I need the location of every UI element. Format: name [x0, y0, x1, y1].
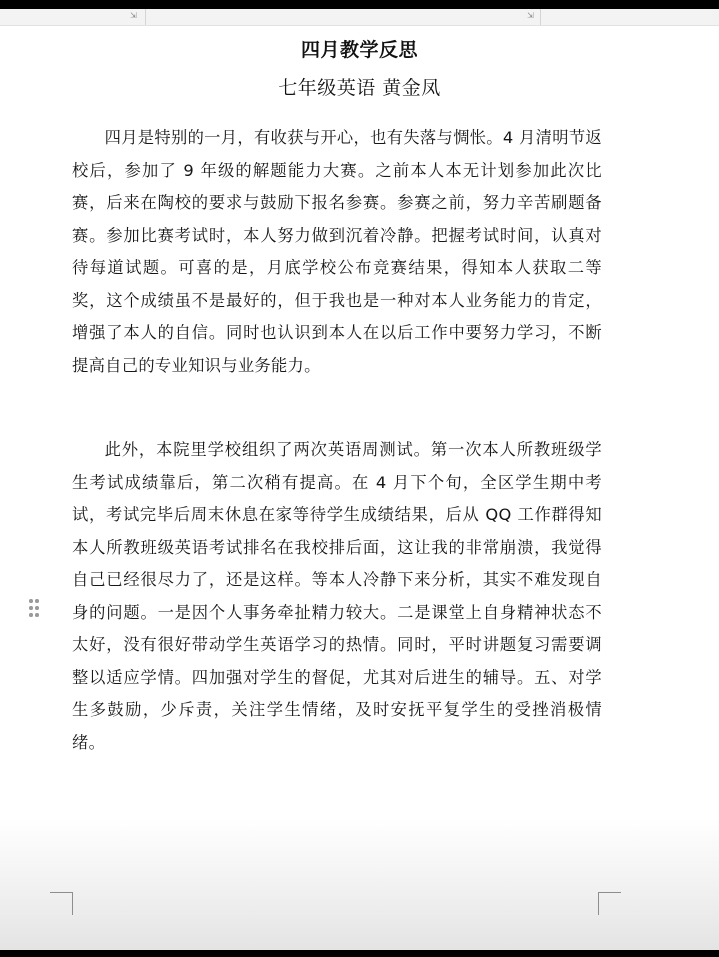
ruler-tab-marker-icon[interactable]: ⇲ [527, 11, 534, 20]
top-frame-bar [0, 0, 719, 9]
drag-handle-dot [35, 606, 39, 610]
ruler-divider [145, 9, 146, 25]
document-page[interactable] [0, 9, 719, 950]
drag-handle-dot [29, 599, 33, 603]
document-title: 四月教学反思 [300, 39, 418, 61]
paragraph: 四月是特别的一月，有收获与开心，也有失落与惆怅。4 月清明节返校后，参加了 9 年级的解题能力大赛。之前本人本无计划参加此次比赛，后来在陶校的要求与鼓励下报名参赛。参赛之前，努力辛苦刷题备赛。参加比赛考试时，本人努力做到沉着冷静。把握考试时间，认真对待每道试题。可喜的是，月底学校公布竞赛结果，得知本人获取二等奖，这个成绩虽不是最好的，但于我也是一种对本人业务能力的肯定，增强了本人的自信。同时也认识到本人在以后工作中要努力学习，不断提高自己的专业知识与业务能力。 [72, 128, 602, 375]
margin-corner-icon [598, 892, 621, 915]
document-subtitle: 七年级英语 黄金凤 [278, 77, 441, 99]
drag-handle-dot [35, 599, 39, 603]
drag-handle-dot [29, 613, 33, 617]
paragraph: 此外，本院里学校组织了两次英语周测试。第一次本人所教班级学生考试成绩靠后，第二次稍有提高。在 4 月下个旬，全区学生期中考试，考试完毕后周末休息在家等待学生成绩结果，后从 QQ 工作群得知本人所教班级英语考试排名在我校排后面，这让我的非常崩溃，我觉得自己已经很尽力了，还是这样。等本人冷静下来分析，其实不难发现自身的问题。一是因个人事务牵扯精力较大。二是课堂上自身精神状态不太好，没有很好带动学生英语学习的热情。同时，平时讲题复习需要调整以适应学情。四加强对学生的督促，尤其对后进生的辅导。五、对学生多鼓励，少斥责，关注学生情绪，及时安抚平复学生的受挫消极情绪。 [72, 440, 602, 752]
ruler[interactable] [0, 9, 719, 26]
drag-handle-dot [35, 613, 39, 617]
drag-handle-dot [29, 606, 33, 610]
ruler-tab-marker-icon[interactable]: ⇲ [130, 11, 137, 20]
drag-handle-icon[interactable] [29, 599, 41, 621]
margin-corner-icon [50, 892, 73, 915]
ruler-divider [540, 9, 541, 25]
